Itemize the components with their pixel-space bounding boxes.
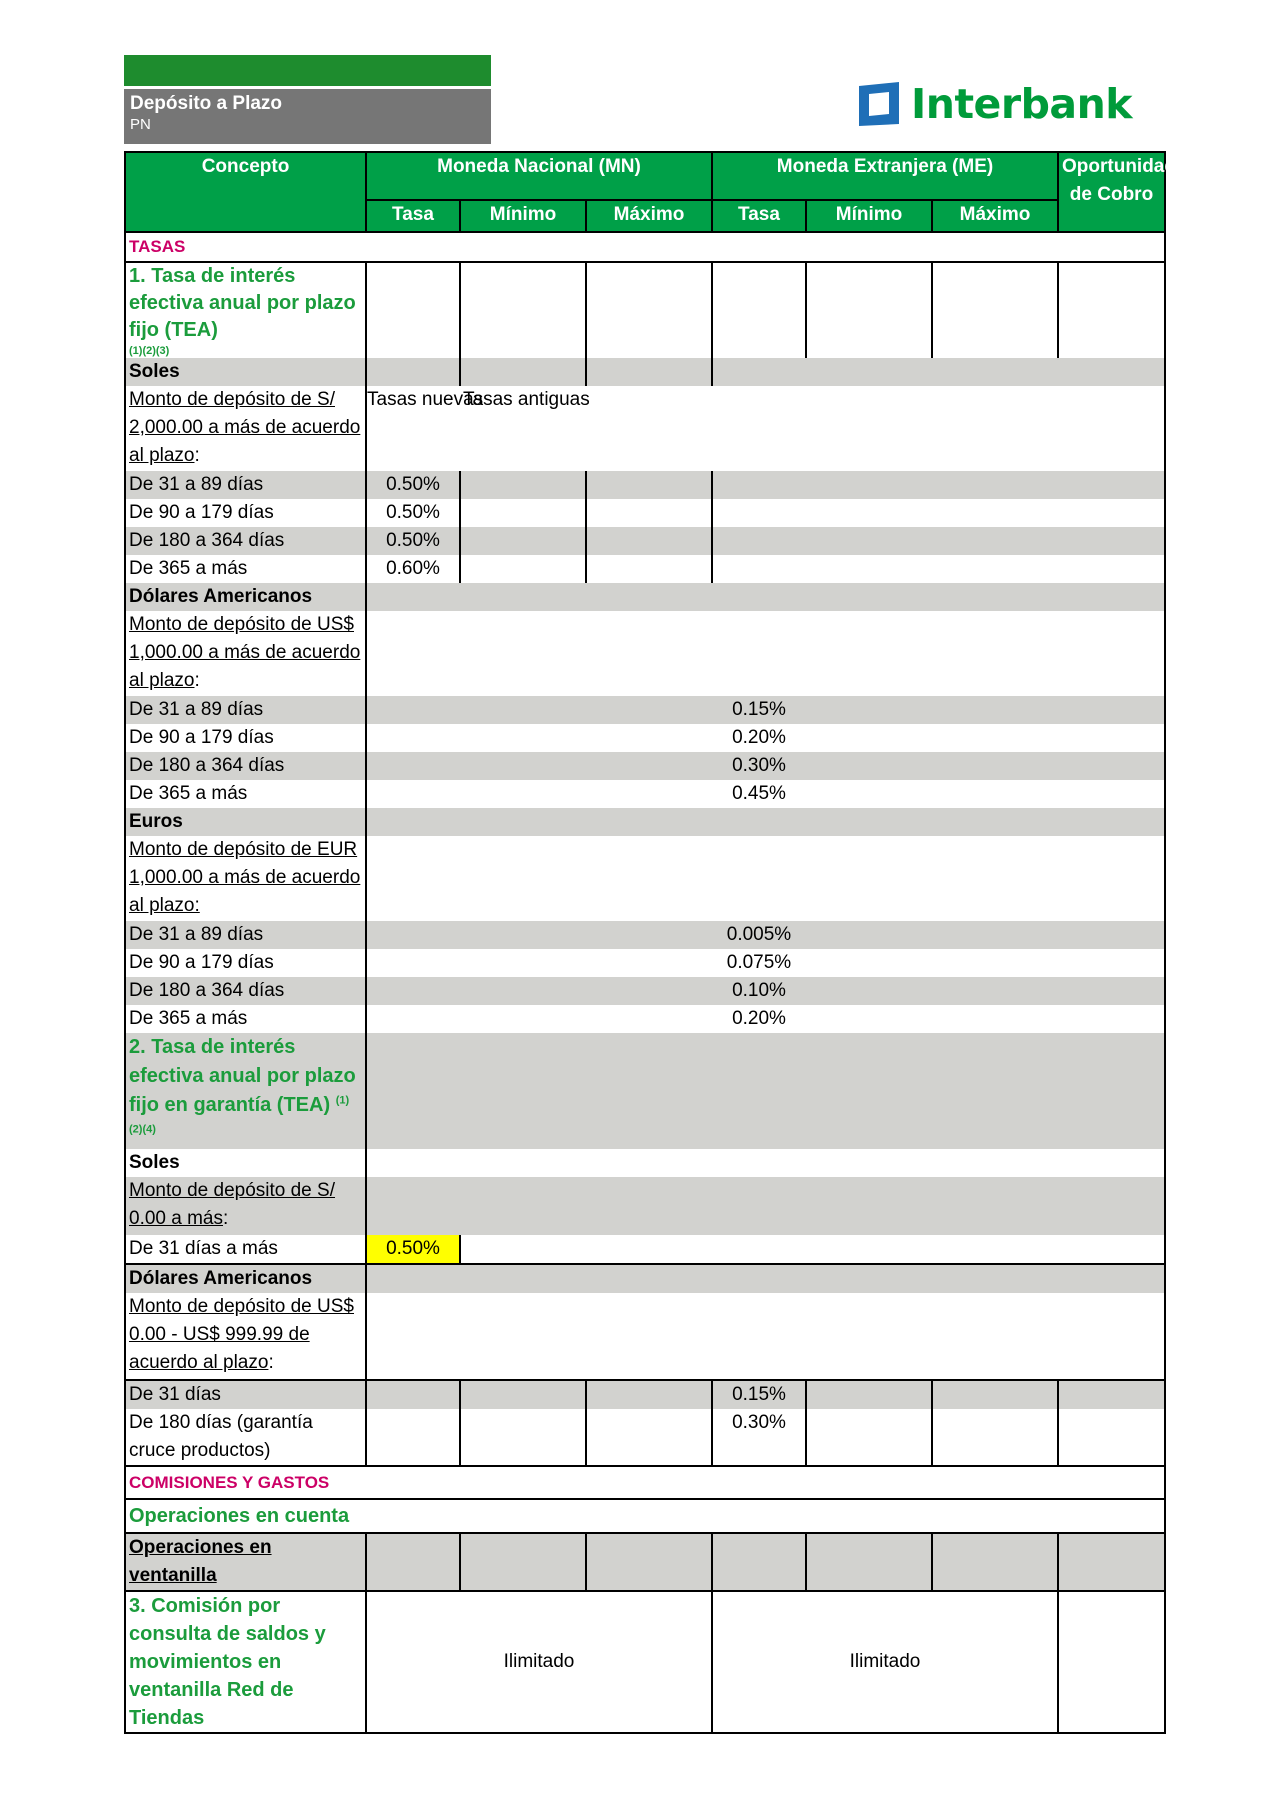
s2-soles-tasa: 0.50% — [366, 1235, 460, 1264]
brand-name: Interbank — [911, 80, 1133, 128]
rates-table — [124, 151, 1176, 1734]
s1-dolares-tasa-3: 0.30% — [712, 752, 806, 780]
s1-euros-label: Euros — [125, 808, 366, 836]
s1-dolares-plazo-3: De 180 a 364 días — [125, 752, 366, 780]
s1-euros-plazo-3: De 180 a 364 días — [125, 977, 366, 1005]
col-concepto: Concepto — [125, 152, 366, 232]
s1-euros-plazo-4: De 365 a más — [125, 1005, 366, 1033]
s1-dolares-desc: Monto de depósito de US$ 1,000.00 a más de acuerdo al plazo: — [125, 611, 366, 696]
s1-note: (1)(2)(3) — [129, 345, 170, 357]
s1-soles-plazo-3: De 180 a 364 días — [125, 527, 366, 555]
s3-me-value: Ilimitado — [712, 1591, 1058, 1733]
document-subtitle: PN — [130, 116, 151, 133]
s2-dolares-tasa-1: 0.15% — [712, 1380, 806, 1409]
col-oportunidad: Oportunidad de Cobro — [1058, 152, 1165, 232]
header-green-bar — [124, 55, 491, 86]
s2-soles-plazo: De 31 días a más — [125, 1235, 366, 1264]
col-moneda-nacional: Moneda Nacional (MN) — [366, 152, 712, 200]
s2-title-cell — [125, 1033, 366, 1149]
s1-dolares-tasa-4: 0.45% — [732, 783, 786, 804]
s2-dolares-plazo-1: De 31 días — [125, 1380, 366, 1409]
s1-soles-tasa-4: 0.60% — [366, 555, 460, 583]
s3-title: 3. Comisión por consulta de saldos y movimientos en ventanilla Red de Tiendas — [125, 1591, 366, 1733]
s1-dolares-label: Dólares Americanos — [125, 583, 366, 611]
s1-soles-label: Soles — [125, 358, 366, 386]
col-mn-maximo: Máximo — [586, 200, 712, 232]
col-mn-minimo: Mínimo — [460, 200, 586, 232]
s1-euros-tasa-1: 0.005% — [712, 921, 806, 949]
s1-euros-desc: Monto de depósito de EUR 1,000.00 a más de acuerdo al plazo: — [125, 836, 366, 921]
s1-dolares-tasa-1: 0.15% — [712, 696, 806, 724]
document-title-box — [124, 89, 491, 144]
s1-soles-plazo-1: De 31 a 89 días — [125, 471, 366, 499]
document-title: Depósito a Plazo — [130, 93, 283, 114]
col-me-maximo: Máximo — [932, 200, 1058, 232]
operaciones-en-cuenta: Operaciones en cuenta — [125, 1499, 1165, 1533]
section-comisiones: COMISIONES Y GASTOS — [125, 1466, 1165, 1499]
s1-soles-tasa-1: 0.50% — [366, 471, 460, 499]
s2-soles-label: Soles — [125, 1149, 366, 1177]
s2-dolares-plazo-2: De 180 días (garantía cruce productos) — [125, 1409, 366, 1466]
s1-soles-plazo-2: De 90 a 179 días — [125, 499, 366, 527]
s2-dolares-desc: Monto de depósito de US$ 0.00 - US$ 999.99 de acuerdo al plazo: — [125, 1293, 366, 1380]
s1-euros-plazo-2: De 90 a 179 días — [125, 949, 366, 977]
tasas-antiguas-label: Tasas antiguas — [463, 389, 590, 410]
s1-soles-tasa-2: 0.50% — [366, 499, 460, 527]
s1-dolares-tasa-2: 0.20% — [732, 727, 786, 748]
section-tasas: TASAS — [125, 232, 1165, 262]
s1-euros-plazo-1: De 31 a 89 días — [125, 921, 366, 949]
s2-note: (1)(2)(4) — [129, 1094, 350, 1136]
s2-dolares-label: Dólares Americanos — [125, 1264, 366, 1293]
s2-title: 2. Tasa de interés efectiva anual por plazo fijo en garantía (TEA) — [129, 1036, 356, 1116]
col-me-tasa: Tasa — [712, 200, 806, 232]
s1-dolares-plazo-1: De 31 a 89 días — [125, 696, 366, 724]
s2-soles-desc: Monto de depósito de S/ 0.00 a más: — [125, 1177, 366, 1235]
s1-euros-tasa-2: 0.075% — [726, 952, 792, 973]
s1-soles-plazo-4: De 365 a más — [125, 555, 366, 583]
col-me-minimo: Mínimo — [806, 200, 932, 232]
s1-dolares-plazo-2: De 90 a 179 días — [125, 724, 366, 752]
interbank-logo-icon — [855, 80, 903, 128]
tasas-nuevas-label: Tasas nuevas — [367, 389, 484, 410]
s1-soles-tasa-3: 0.50% — [366, 527, 460, 555]
s1-title: 1. Tasa de interés efectiva anual por plazo fijo (TEA) — [129, 265, 356, 341]
interbank-logo — [855, 78, 1132, 130]
s3-mn-value: Ilimitado — [366, 1591, 712, 1733]
col-moneda-extranjera: Moneda Extranjera (ME) — [712, 152, 1058, 200]
s1-euros-tasa-4: 0.20% — [732, 1008, 786, 1029]
s1-dolares-plazo-4: De 365 a más — [125, 780, 366, 808]
s1-title-cell — [125, 262, 366, 358]
operaciones-en-ventanilla: Operaciones en ventanilla — [125, 1533, 366, 1591]
col-mn-tasa: Tasa — [366, 200, 460, 232]
s1-euros-tasa-3: 0.10% — [712, 977, 806, 1005]
s2-dolares-tasa-2: 0.30% — [712, 1409, 806, 1466]
s1-soles-desc: Monto de depósito de S/ 2,000.00 a más de acuerdo al plazo: — [125, 386, 366, 471]
